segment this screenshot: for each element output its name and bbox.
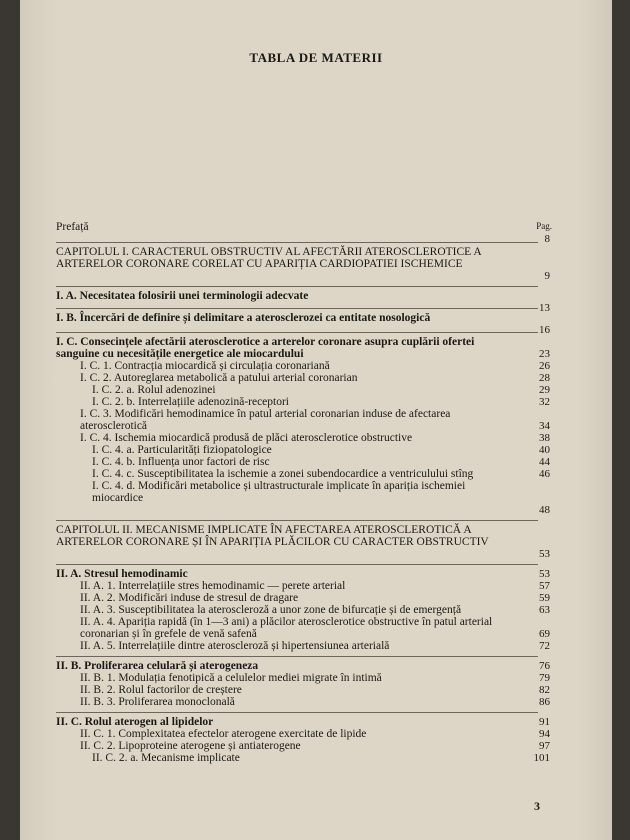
toc-chapter <box>56 524 550 560</box>
toc-entry-text: II. C. 2. a. Mecanisme implicate <box>92 752 240 764</box>
toc-subsection <box>56 396 550 408</box>
toc-subsection <box>56 740 550 752</box>
toc-subsection <box>56 432 550 444</box>
toc-entry-page: 86 <box>539 696 550 708</box>
toc-entry-page: 59 <box>539 592 550 604</box>
toc-entry-page: 32 <box>539 396 550 408</box>
toc-entry-page: 13 <box>539 302 550 314</box>
toc-entry-page: 57 <box>539 580 550 592</box>
toc-entry-text: I. C. 3. Modificări hemodinamice în patul arterial coronarian induse de afectarea aterosclerotică <box>80 408 451 432</box>
divider <box>56 332 538 333</box>
toc-section <box>56 312 550 336</box>
toc-subsection <box>56 604 550 616</box>
toc-entry-text: I. C. 4. d. Modificări metabolice și ultrastructurale implicate în apariția ischemiei miocardice <box>92 480 466 504</box>
page-title: TABLA DE MATERII <box>249 50 383 65</box>
toc-entry-text: I. B. Încercări de definire și delimitare a aterosclerozei ca entitate nosologică <box>56 312 431 324</box>
toc-entry-page: 91 <box>539 716 550 728</box>
book-page <box>20 0 612 840</box>
toc-entry-page: 79 <box>539 672 550 684</box>
toc-section <box>56 290 550 314</box>
toc-entry-page: 53 <box>539 548 550 560</box>
toc-entry-page: 44 <box>539 456 550 468</box>
toc-entry-page: 82 <box>539 684 550 696</box>
divider <box>56 712 538 713</box>
divider <box>56 242 538 243</box>
toc-subsection <box>56 580 550 592</box>
toc-entry-text: I. C. Consecințele afectării aterosclerotice a arterelor coronare asupra cuplării ofertei sanguine cu necesitățile energetice ale miocardului <box>56 336 475 360</box>
toc-entry-page: 9 <box>544 270 550 282</box>
toc-entry-page: 94 <box>539 728 550 740</box>
toc-entry-text: II. A. Stresul hemodinamic <box>56 568 188 580</box>
toc-entry-text: II. C. Rolul aterogen al lipidelor <box>56 716 214 728</box>
toc-entry-text: II. B. 1. Modulația fenotipică a celulelor mediei migrate în intimă <box>80 672 382 684</box>
toc-entry-text: CAPITOLUL I. CARACTERUL OBSTRUCTIV AL AFECTĂRII ATEROSCLEROTICE A ARTERELOR CORONARE CORELAT CU APARIȚIA CARDIOPATIEI ISCHEMICE <box>56 246 482 270</box>
toc-entry-text: I. C. 1. Contracția miocardică și circulația coronariană <box>80 360 330 372</box>
divider <box>56 286 538 287</box>
toc-section <box>56 660 550 672</box>
toc-subsection <box>56 456 550 468</box>
toc-subsection <box>56 444 550 456</box>
toc-entry-page: 29 <box>539 384 550 396</box>
toc-entry-text: II. A. 5. Interrelațiile dintre ateroscleroză și hipertensiunea arterială <box>80 640 390 652</box>
toc-section <box>56 568 550 580</box>
toc-subsection <box>56 728 550 740</box>
toc-entry-text: I. C. 4. b. Influența unor factori de risc <box>92 456 270 468</box>
toc-entry-page: 46 <box>539 468 550 480</box>
toc-entry-page: 101 <box>533 752 550 764</box>
toc-subsection <box>56 372 550 384</box>
toc-entry-text: II. A. 4. Apariția rapidă (în 1—3 ani) a plăcilor aterosclerotice obstructive în patul arterial coronarian și în grefele de venă safenă <box>80 616 493 640</box>
toc-subsection <box>56 616 550 640</box>
toc-entry-text: II. B. 3. Proliferarea monoclonală <box>80 696 235 708</box>
divider <box>56 656 538 657</box>
toc-subsection <box>56 752 550 764</box>
toc-subsection <box>56 672 550 684</box>
divider <box>56 520 538 521</box>
toc-subsection <box>56 592 550 604</box>
toc-subsection <box>56 360 550 372</box>
toc-entry-page: 72 <box>539 640 550 652</box>
toc-entry-page: 48 <box>539 504 550 516</box>
toc-section <box>56 336 550 360</box>
toc-entry-page: 34 <box>539 420 550 432</box>
toc-entry-text: II. A. 3. Susceptibilitatea la ateroscleroză a unor zone de bifurcație și de emergență <box>80 604 462 616</box>
page-number: 3 <box>534 799 540 813</box>
toc-subsection <box>56 384 550 396</box>
toc-entry-page: 40 <box>539 444 550 456</box>
toc-entry-text: II. C. 2. Lipoproteine aterogene și antiaterogene <box>80 740 301 752</box>
toc-entry-text: I. C. 4. Ischemia miocardică produsă de plăci aterosclerotice obstructive <box>80 432 413 444</box>
toc-entry-text: II. A. 2. Modificări induse de stresul de dragare <box>80 592 299 604</box>
toc-entry-page: 28 <box>539 372 550 384</box>
toc-chapter <box>56 246 550 282</box>
pag-column-label: Pag. <box>536 221 552 231</box>
toc-entry-page: 16 <box>539 324 550 336</box>
toc-entry-text: I. C. 2. a. Rolul adenozinei <box>92 384 216 396</box>
toc-section <box>56 716 550 728</box>
toc-subsection <box>56 408 550 432</box>
toc-entry-page: 63 <box>539 604 550 616</box>
toc-entry-text: II. C. 1. Complexitatea efectelor aterogene exercitate de lipide <box>80 728 367 740</box>
toc-entry-page: 53 <box>539 568 550 580</box>
toc-subsection <box>56 468 550 480</box>
toc-entry-text: II. A. 1. Interrelațiile stres hemodinamic — perete arterial <box>80 580 346 592</box>
toc-entry-text: I. C. 4. c. Susceptibilitatea la ischemie a zonei subendocardice a ventriculului stîng <box>92 468 474 480</box>
toc-subsection <box>56 640 550 652</box>
toc-entry-text: I. C. 2. b. Interrelațiile adenozină-receptori <box>92 396 290 408</box>
toc-entry-text: CAPITOLUL II. MECANISME IMPLICATE ÎN AFECTAREA ATEROSCLEROTICĂ A ARTERELOR CORONARE ȘI ÎN APARIȚIA PLĂCILOR CU CARACTER OBSTRUCTIV <box>56 524 489 548</box>
toc-entry-text: I. A. Necesitatea folosirii unei terminologii adecvate <box>56 290 309 302</box>
toc-entry-page: 23 <box>539 348 550 360</box>
toc-entry-text: I. C. 4. a. Particularități fiziopatologice <box>92 444 272 456</box>
toc-subsection <box>56 684 550 696</box>
toc-entry-page: 8 <box>544 233 550 245</box>
toc-entry-page: 26 <box>539 360 550 372</box>
toc-entry-text: I. C. 2. Autoreglarea metabolică a patului arterial coronarian <box>80 372 358 384</box>
divider <box>56 308 538 309</box>
divider <box>56 564 538 565</box>
toc-entry-text: Prefață <box>56 221 89 233</box>
toc-entry-text: II. B. Proliferarea celulară și aterogeneza <box>56 660 259 672</box>
table-of-contents <box>56 220 552 764</box>
toc-subsection <box>56 696 550 708</box>
toc-entry-page: 69 <box>539 628 550 640</box>
toc-entry-page: 97 <box>539 740 550 752</box>
toc-entry-page: 76 <box>539 660 550 672</box>
toc-entry-text: II. B. 2. Rolul factorilor de creștere <box>80 684 242 696</box>
toc-entry-page: 38 <box>539 432 550 444</box>
toc-subsection <box>56 480 550 516</box>
